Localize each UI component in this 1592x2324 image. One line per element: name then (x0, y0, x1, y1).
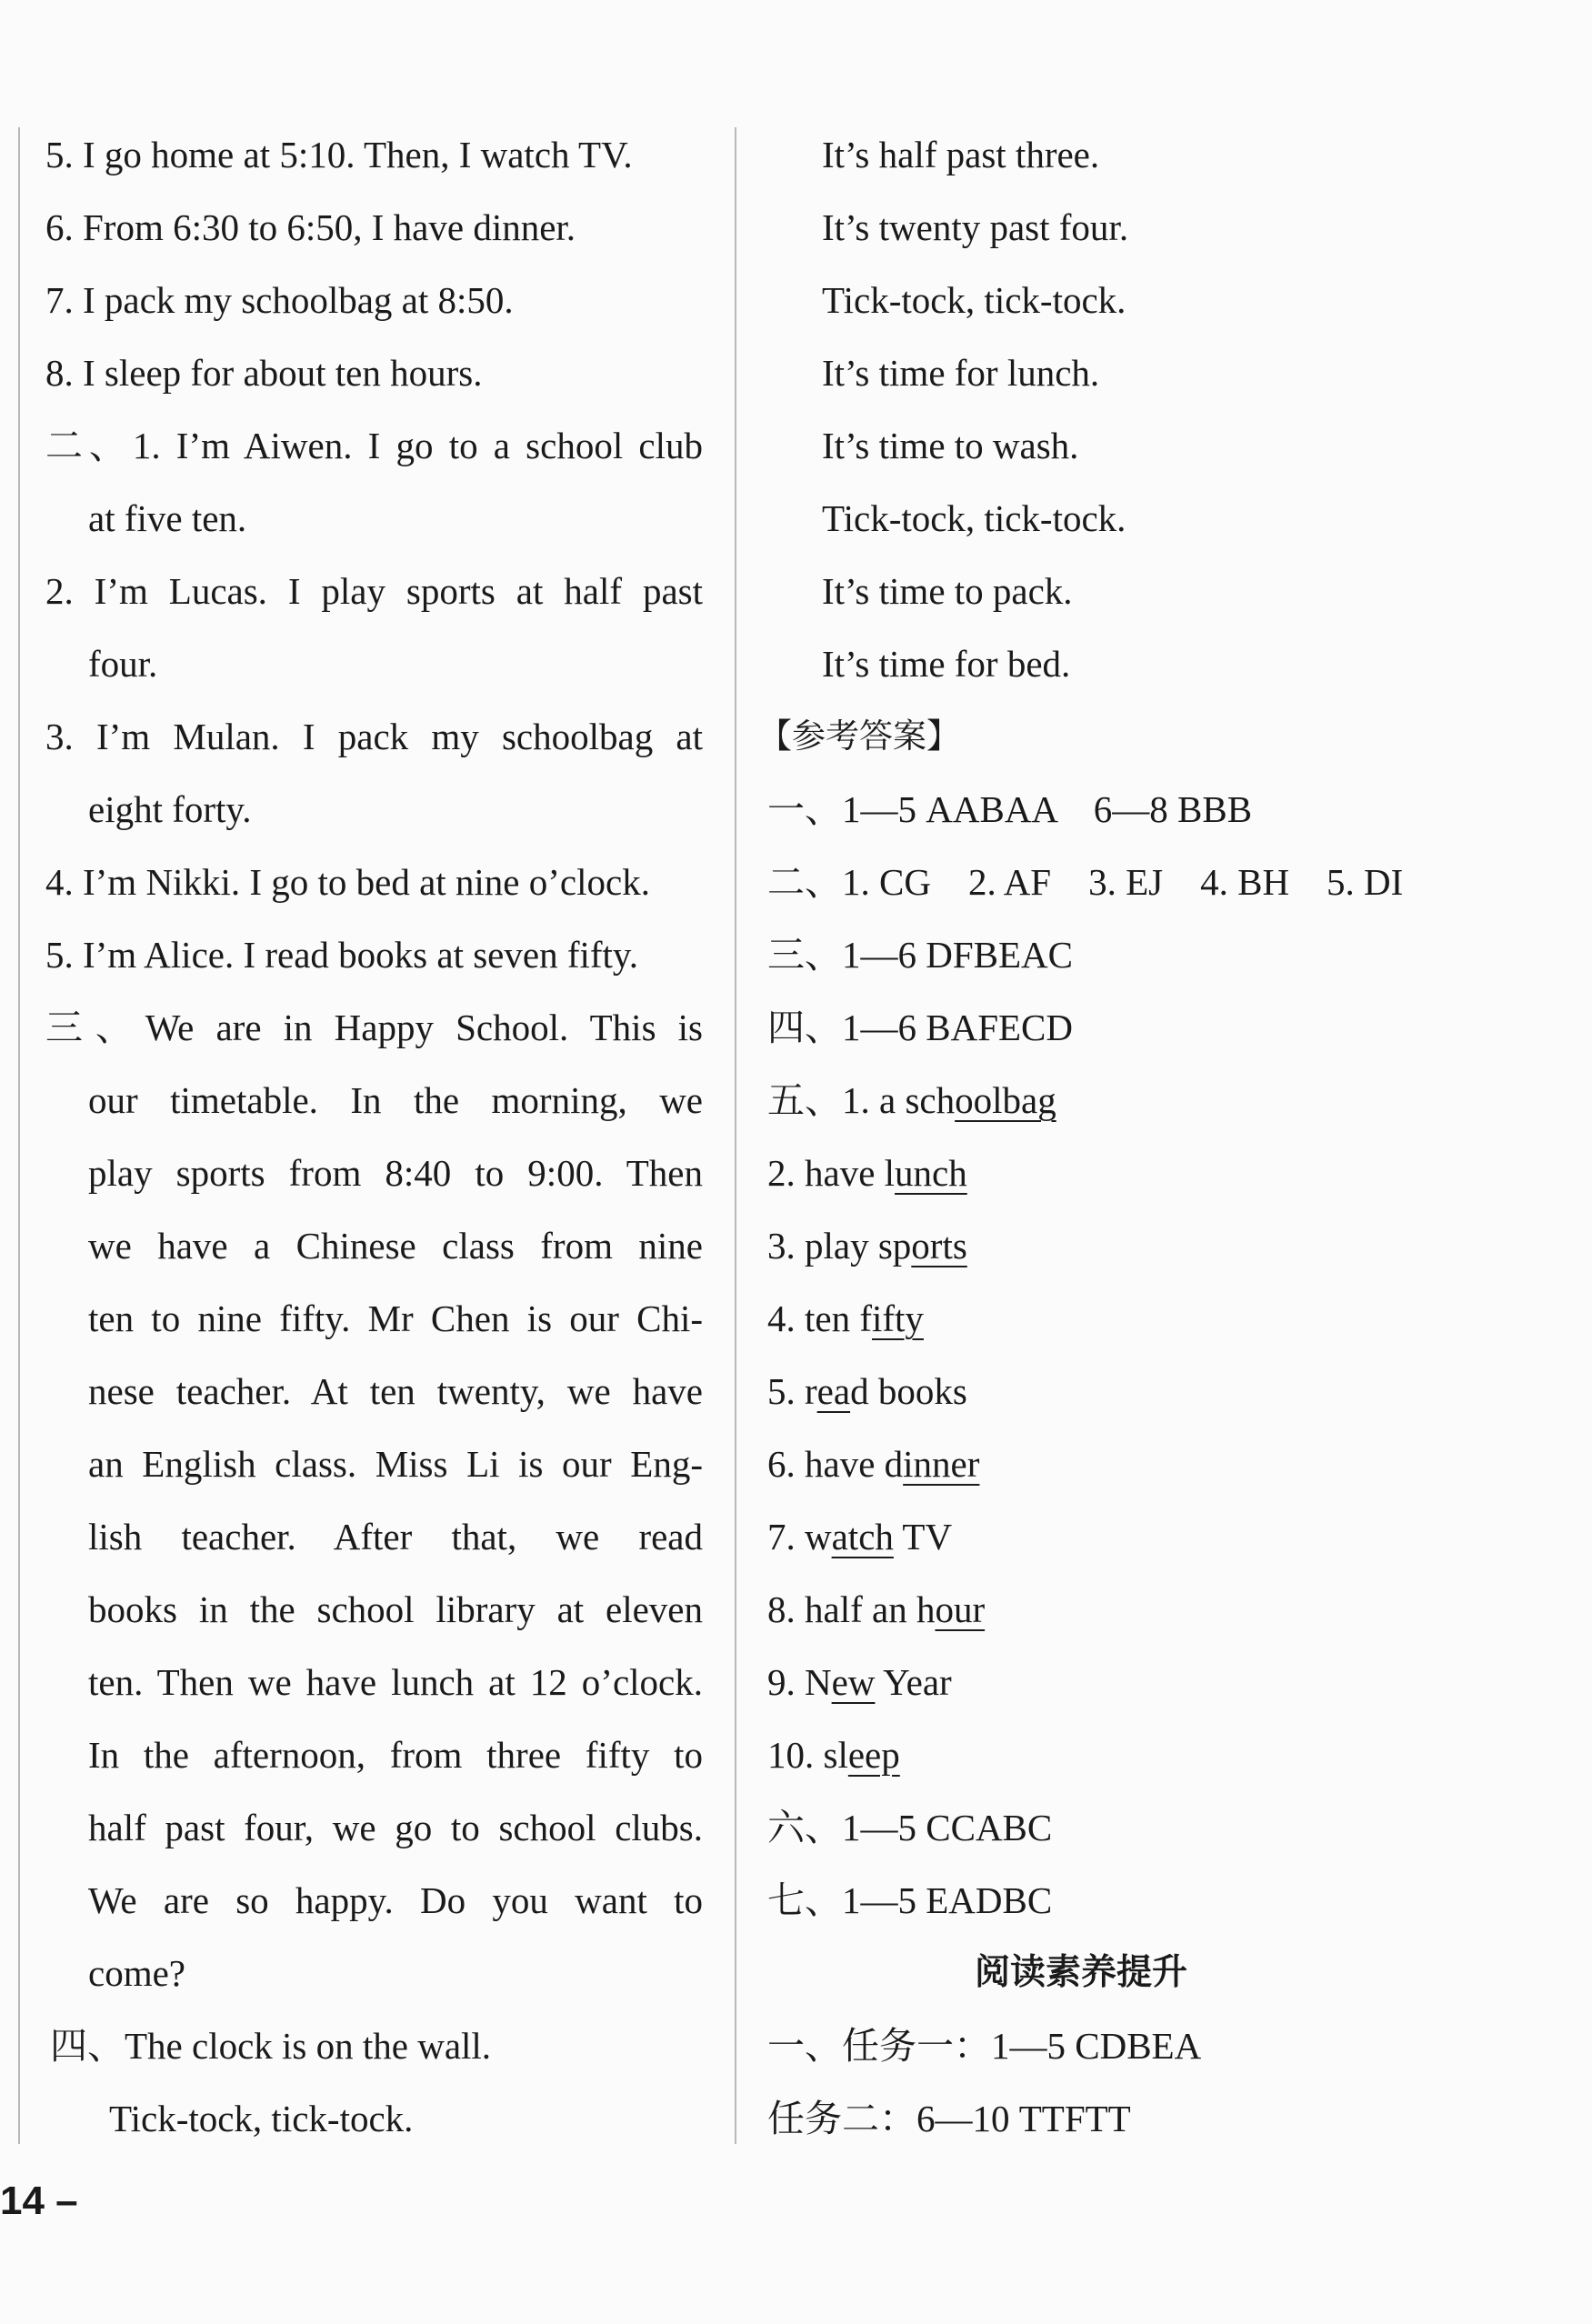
underlined-letters: ew (831, 1661, 876, 1703)
poem-line: Tick-tock, tick-tock. (822, 279, 1126, 321)
phrase-number: 2. (767, 1152, 796, 1194)
page-number: 14 – (0, 2179, 78, 2223)
text-line: 8. I sleep for about ten hours. (45, 352, 483, 394)
phrase-text: w (805, 1516, 832, 1558)
task-line: 任务二：6—10 TTFTT (767, 2098, 1131, 2139)
phrase-line (767, 1149, 967, 1197)
phrase-text: r (805, 1370, 817, 1412)
underlined-letters: unch (895, 1152, 967, 1194)
poem-line: It’s time for lunch. (822, 352, 1100, 394)
phrase-line (767, 1513, 952, 1560)
underlined-letters: orts (911, 1225, 967, 1267)
text-line: Tick-tock, tick-tock. (109, 2098, 414, 2139)
phrase-number: 6. (767, 1443, 796, 1485)
phrase-text: ten f (805, 1297, 872, 1339)
text-line: 5. I’m Alice. I read books at seven fifty. (45, 934, 638, 976)
poem-line: It’s time for bed. (822, 643, 1071, 685)
answer-line: 三、1—6 DFBEAC (767, 934, 1074, 976)
column-divider (735, 127, 736, 2144)
text-line: We are so happy. Do you want to (88, 1879, 703, 1921)
text-line: 6. From 6:30 to 6:50, I have dinner. (45, 206, 576, 248)
text-line: our timetable. In the morning, we (88, 1079, 703, 1121)
poem-line: Tick-tock, tick-tock. (822, 497, 1126, 539)
underlined-letters: atch (831, 1516, 894, 1558)
underlined-letters: ea (816, 1370, 851, 1412)
reading-heading: 阅读素养提升 (975, 1952, 1188, 1993)
text-line: 四、The clock is on the wall. (50, 2025, 492, 2067)
phrase-number: 10. (767, 1734, 815, 1776)
answer-line: 六、1—5 CCABC (767, 1807, 1053, 1848)
text-line: eight forty. (88, 788, 252, 830)
phrase-number: 9. (767, 1661, 796, 1703)
text-line: an English class. Miss Li is our Eng- (88, 1443, 703, 1485)
phrase-number: 3. (767, 1225, 796, 1267)
text-line: books in the school library at eleven (88, 1588, 703, 1630)
phrase-text: half an h (805, 1588, 936, 1630)
task-line: 一、任务一：1—5 CDBEA (767, 2025, 1202, 2067)
phrase-line (767, 1295, 924, 1342)
text-line: 4. I’m Nikki. I go to bed at nine o’clock. (45, 861, 650, 903)
left-margin-rule (18, 127, 20, 2144)
text-line: ten to nine fifty. Mr Chen is our Chi- (88, 1297, 703, 1339)
phrase-number: 7. (767, 1516, 796, 1558)
text-line: 7. I pack my schoolbag at 8:50. (45, 279, 514, 321)
underlined-letters: inner (903, 1443, 980, 1485)
poem-line: It’s twenty past four. (822, 206, 1129, 248)
text-line: lish teacher. After that, we read (88, 1516, 703, 1558)
phrase-number: 1. (842, 1079, 870, 1121)
answer-line: 一、1—5 AABAA 6—8 BBB (767, 788, 1253, 830)
underlined-letters: eep (847, 1734, 900, 1776)
poem-line: It’s half past three. (822, 134, 1100, 175)
text-line: 三、We are in Happy School. This is (45, 1007, 703, 1048)
text-line: 5. I go home at 5:10. Then, I watch TV. (45, 134, 633, 175)
phrase-number: 4. (767, 1297, 796, 1339)
phrase-line (767, 1440, 979, 1488)
answer-line: 二、1. CG 2. AF 3. EJ 4. BH 5. DI (767, 861, 1404, 903)
text-line: come? (88, 1952, 185, 1994)
phrase-text: d books (850, 1370, 967, 1412)
text-line: nese teacher. At ten twenty, we have (88, 1370, 703, 1412)
text-line: play sports from 8:40 to 9:00. Then (88, 1152, 703, 1194)
phrase-text: N (805, 1661, 832, 1703)
phrase-line (767, 1222, 967, 1269)
phrase-text: play sp (805, 1225, 912, 1267)
text-line: at five ten. (88, 497, 247, 539)
answer-heading: 【参考答案】 (758, 716, 960, 756)
answer-line: 七、1—5 EADBC (767, 1879, 1053, 1921)
section-prefix: 五、 (767, 1079, 842, 1121)
phrase-line (767, 1731, 900, 1778)
poem-line: It’s time to pack. (822, 570, 1073, 612)
text-line: In the afternoon, from three fifty to (88, 1734, 703, 1776)
phrase-text: Year (875, 1661, 952, 1703)
text-line: we have a Chinese class from nine (88, 1225, 703, 1267)
phrase-line (767, 1367, 967, 1415)
answer-line: 四、1—6 BAFECD (767, 1007, 1074, 1048)
phrase-line (767, 1586, 985, 1633)
underlined-letters: ifty (872, 1297, 924, 1339)
text-line: 2. I’m Lucas. I play sports at half past (45, 570, 703, 612)
phrase-line (767, 1077, 1056, 1124)
text-line: 3. I’m Mulan. I pack my schoolbag at (45, 716, 703, 757)
poem-line: It’s time to wash. (822, 425, 1079, 466)
phrase-text: sl (823, 1734, 848, 1776)
phrase-number: 5. (767, 1370, 796, 1412)
phrase-text: have l (805, 1152, 896, 1194)
phrase-text: have d (805, 1443, 904, 1485)
phrase-line (767, 1658, 952, 1706)
phrase-number: 8. (767, 1588, 796, 1630)
text-line: 二、1. I’m Aiwen. I go to a school club (45, 425, 703, 466)
underlined-letters: our (935, 1588, 986, 1630)
phrase-text: a sch (879, 1079, 956, 1121)
underlined-letters: oolbag (955, 1079, 1056, 1121)
text-line: ten. Then we have lunch at 12 o’clock. (88, 1661, 703, 1703)
text-line: half past four, we go to school clubs. (88, 1807, 703, 1848)
phrase-text: TV (893, 1516, 953, 1558)
text-line: four. (88, 643, 158, 685)
